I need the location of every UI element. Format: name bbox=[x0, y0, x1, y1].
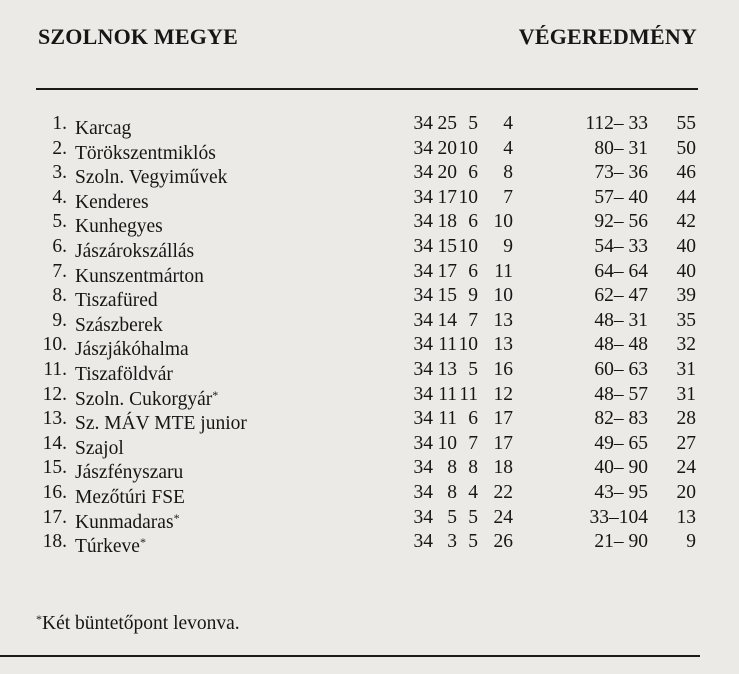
played-cell: 34 bbox=[413, 236, 433, 257]
rank-cell: 3. bbox=[52, 162, 67, 184]
goals-cell: 92– 56 bbox=[594, 211, 648, 233]
won-cell: 3 bbox=[447, 531, 457, 553]
drawn-cell: 6 bbox=[468, 260, 478, 282]
penalty-mark: * bbox=[212, 387, 219, 402]
lost-cell: 4 bbox=[503, 113, 513, 134]
played-cell: 34 bbox=[413, 432, 433, 454]
table-row bbox=[0, 358, 739, 385]
points-cell: 50 bbox=[676, 137, 696, 159]
won-cell: 20 bbox=[437, 162, 457, 184]
lost-cell: 4 bbox=[503, 137, 513, 159]
rank-cell: 11. bbox=[43, 359, 67, 380]
played-cell: 34 bbox=[413, 137, 433, 159]
points-cell: 31 bbox=[676, 383, 696, 405]
played-cell: 34 bbox=[413, 334, 433, 356]
drawn-cell: 5 bbox=[468, 359, 478, 380]
played-cell: 34 bbox=[413, 211, 433, 233]
team-name: Túrkeve bbox=[75, 536, 140, 558]
won-cell: 11 bbox=[438, 334, 457, 356]
team-name: Törökszentmiklós bbox=[75, 142, 216, 164]
rank-cell: 14. bbox=[42, 432, 67, 454]
team-name: Kunmadaras bbox=[75, 511, 174, 533]
table-row bbox=[0, 235, 739, 262]
team-name: Szoln. Cukorgyár bbox=[75, 388, 213, 410]
goals-cell: 43– 95 bbox=[594, 482, 648, 503]
table-row bbox=[0, 481, 739, 508]
lost-cell: 7 bbox=[503, 186, 513, 208]
table-row bbox=[0, 506, 739, 533]
drawn-cell: 8 bbox=[468, 457, 478, 479]
lost-cell: 22 bbox=[493, 482, 513, 503]
lost-cell: 8 bbox=[503, 162, 513, 184]
played-cell: 34 bbox=[413, 531, 433, 553]
drawn-cell: 4 bbox=[468, 482, 478, 503]
lost-cell: 26 bbox=[493, 531, 513, 553]
played-cell: 34 bbox=[413, 285, 433, 307]
lost-cell: 24 bbox=[493, 506, 513, 528]
footnote-mark: * bbox=[36, 612, 42, 626]
team-name: Szászberek bbox=[75, 314, 163, 336]
goals-cell: 112– 33 bbox=[585, 113, 648, 134]
played-cell: 34 bbox=[413, 408, 433, 430]
points-cell: 31 bbox=[676, 359, 696, 380]
rank-cell: 7. bbox=[52, 260, 67, 282]
won-cell: 11 bbox=[438, 408, 457, 430]
table-row bbox=[0, 186, 739, 213]
table-row bbox=[0, 137, 739, 164]
rank-cell: 17. bbox=[42, 506, 67, 528]
played-cell: 34 bbox=[413, 457, 433, 479]
lost-cell: 10 bbox=[493, 211, 513, 233]
rank-cell: 13. bbox=[42, 408, 67, 430]
played-cell: 34 bbox=[413, 309, 433, 331]
team-cell bbox=[75, 530, 146, 559]
played-cell: 34 bbox=[413, 162, 433, 184]
goals-cell: 48– 48 bbox=[594, 334, 648, 356]
lost-cell: 13 bbox=[493, 309, 513, 331]
drawn-cell: 10 bbox=[458, 137, 478, 159]
rank-cell: 12. bbox=[42, 383, 67, 405]
rank-cell: 2. bbox=[52, 137, 67, 159]
points-cell: 28 bbox=[676, 408, 696, 430]
goals-cell: 21– 90 bbox=[594, 531, 648, 553]
lost-cell: 12 bbox=[493, 383, 513, 405]
rank-cell: 4. bbox=[52, 186, 67, 208]
points-cell: 55 bbox=[676, 113, 696, 134]
team-name: Szajol bbox=[75, 437, 124, 459]
points-cell: 32 bbox=[676, 334, 696, 356]
table-row bbox=[0, 432, 739, 459]
points-cell: 35 bbox=[676, 309, 696, 331]
bottom-divider bbox=[0, 655, 700, 657]
won-cell: 5 bbox=[447, 506, 457, 528]
county-title: SZOLNOK MEGYE bbox=[38, 24, 239, 49]
goals-cell: 82– 83 bbox=[594, 408, 648, 430]
goals-cell: 57– 40 bbox=[594, 186, 648, 208]
played-cell: 34 bbox=[413, 383, 433, 405]
goals-cell: 64– 64 bbox=[594, 260, 648, 282]
table-row bbox=[0, 530, 739, 558]
rank-cell: 9. bbox=[52, 309, 67, 331]
team-name: Jászárokszállás bbox=[75, 241, 195, 262]
final-standings-title: VÉGEREDMÉNY bbox=[518, 24, 697, 49]
team-name: Tiszafüred bbox=[75, 290, 158, 312]
drawn-cell: 6 bbox=[468, 408, 478, 430]
top-divider bbox=[36, 88, 698, 90]
goals-cell: 80– 31 bbox=[594, 137, 648, 159]
penalty-mark: * bbox=[173, 510, 180, 525]
drawn-cell: 10 bbox=[458, 186, 478, 208]
team-name: Karcag bbox=[75, 118, 132, 139]
won-cell: 13 bbox=[437, 359, 457, 380]
won-cell: 15 bbox=[437, 236, 457, 257]
rank-cell: 5. bbox=[52, 211, 67, 233]
drawn-cell: 7 bbox=[468, 432, 478, 454]
points-cell: 40 bbox=[676, 236, 696, 257]
lost-cell: 17 bbox=[493, 408, 513, 430]
team-name: Mezőtúri FSE bbox=[75, 487, 185, 508]
lost-cell: 10 bbox=[493, 285, 513, 307]
table-row bbox=[0, 284, 739, 312]
table-row bbox=[0, 309, 739, 336]
won-cell: 20 bbox=[437, 137, 457, 159]
team-name: Kenderes bbox=[75, 191, 149, 213]
played-cell: 34 bbox=[413, 506, 433, 528]
points-cell: 40 bbox=[676, 260, 696, 282]
drawn-cell: 5 bbox=[468, 113, 478, 134]
goals-cell: 33–104 bbox=[589, 506, 648, 528]
goals-cell: 62– 47 bbox=[594, 285, 648, 307]
won-cell: 8 bbox=[447, 457, 457, 479]
goals-cell: 73– 36 bbox=[594, 162, 648, 184]
drawn-cell: 7 bbox=[468, 309, 478, 331]
played-cell: 34 bbox=[413, 482, 433, 503]
points-cell: 27 bbox=[676, 432, 696, 454]
drawn-cell: 11 bbox=[459, 383, 478, 405]
footnote bbox=[36, 612, 240, 635]
lost-cell: 18 bbox=[493, 457, 513, 479]
table-row bbox=[0, 456, 739, 484]
drawn-cell: 5 bbox=[468, 506, 478, 528]
points-cell: 20 bbox=[676, 482, 696, 503]
won-cell: 10 bbox=[437, 432, 457, 454]
goals-cell: 49– 65 bbox=[594, 432, 648, 454]
points-cell: 24 bbox=[676, 457, 696, 479]
goals-cell: 40– 90 bbox=[594, 457, 648, 479]
points-cell: 42 bbox=[676, 211, 696, 233]
played-cell: 34 bbox=[413, 260, 433, 282]
lost-cell: 11 bbox=[494, 260, 513, 282]
drawn-cell: 9 bbox=[468, 285, 478, 307]
won-cell: 25 bbox=[437, 113, 457, 134]
won-cell: 11 bbox=[438, 383, 457, 405]
team-name: Kunhegyes bbox=[75, 216, 163, 238]
team-name: Szoln. Vegyiművek bbox=[75, 167, 228, 189]
won-cell: 15 bbox=[437, 285, 457, 307]
lost-cell: 9 bbox=[503, 236, 513, 257]
points-cell: 44 bbox=[676, 186, 696, 208]
drawn-cell: 10 bbox=[458, 236, 478, 257]
team-name: Jászjákóhalma bbox=[75, 339, 189, 361]
table-row bbox=[0, 260, 739, 287]
goals-cell: 60– 63 bbox=[594, 359, 648, 380]
won-cell: 17 bbox=[437, 186, 457, 208]
rank-cell: 10. bbox=[42, 334, 67, 356]
goals-cell: 54– 33 bbox=[594, 236, 648, 257]
team-name: Tiszaföldvár bbox=[75, 364, 173, 385]
points-cell: 46 bbox=[676, 162, 696, 184]
lost-cell: 13 bbox=[493, 334, 513, 356]
played-cell: 34 bbox=[413, 186, 433, 208]
team-name: Sz. MÁV MTE junior bbox=[75, 413, 247, 435]
table-row bbox=[0, 333, 739, 361]
lost-cell: 16 bbox=[493, 359, 513, 380]
table-row bbox=[0, 407, 739, 435]
drawn-cell: 5 bbox=[468, 531, 478, 553]
rank-cell: 1. bbox=[52, 113, 67, 134]
rank-cell: 18. bbox=[42, 531, 67, 553]
rank-cell: 6. bbox=[52, 236, 67, 257]
goals-cell: 48– 31 bbox=[594, 309, 648, 331]
points-cell: 39 bbox=[676, 285, 696, 307]
table-row bbox=[0, 210, 739, 238]
rank-cell: 15. bbox=[42, 457, 67, 479]
won-cell: 17 bbox=[437, 260, 457, 282]
rank-cell: 8. bbox=[52, 285, 67, 307]
lost-cell: 17 bbox=[493, 432, 513, 454]
drawn-cell: 6 bbox=[468, 211, 478, 233]
table-row bbox=[0, 161, 739, 189]
played-cell: 34 bbox=[413, 113, 433, 134]
goals-cell: 48– 57 bbox=[594, 383, 648, 405]
table-row bbox=[0, 112, 739, 139]
won-cell: 14 bbox=[437, 309, 457, 331]
footnote-text: Két büntetőpont levonva. bbox=[42, 613, 240, 634]
table-row bbox=[0, 383, 739, 410]
drawn-cell: 10 bbox=[458, 334, 478, 356]
played-cell: 34 bbox=[413, 359, 433, 380]
rank-cell: 16. bbox=[42, 482, 67, 503]
penalty-mark: * bbox=[139, 535, 146, 550]
points-cell: 9 bbox=[686, 531, 696, 553]
won-cell: 18 bbox=[437, 211, 457, 233]
team-name: Jászfényszaru bbox=[75, 462, 184, 484]
points-cell: 13 bbox=[676, 506, 696, 528]
drawn-cell: 6 bbox=[468, 162, 478, 184]
won-cell: 8 bbox=[447, 482, 457, 503]
team-name: Kunszentmárton bbox=[75, 265, 204, 287]
